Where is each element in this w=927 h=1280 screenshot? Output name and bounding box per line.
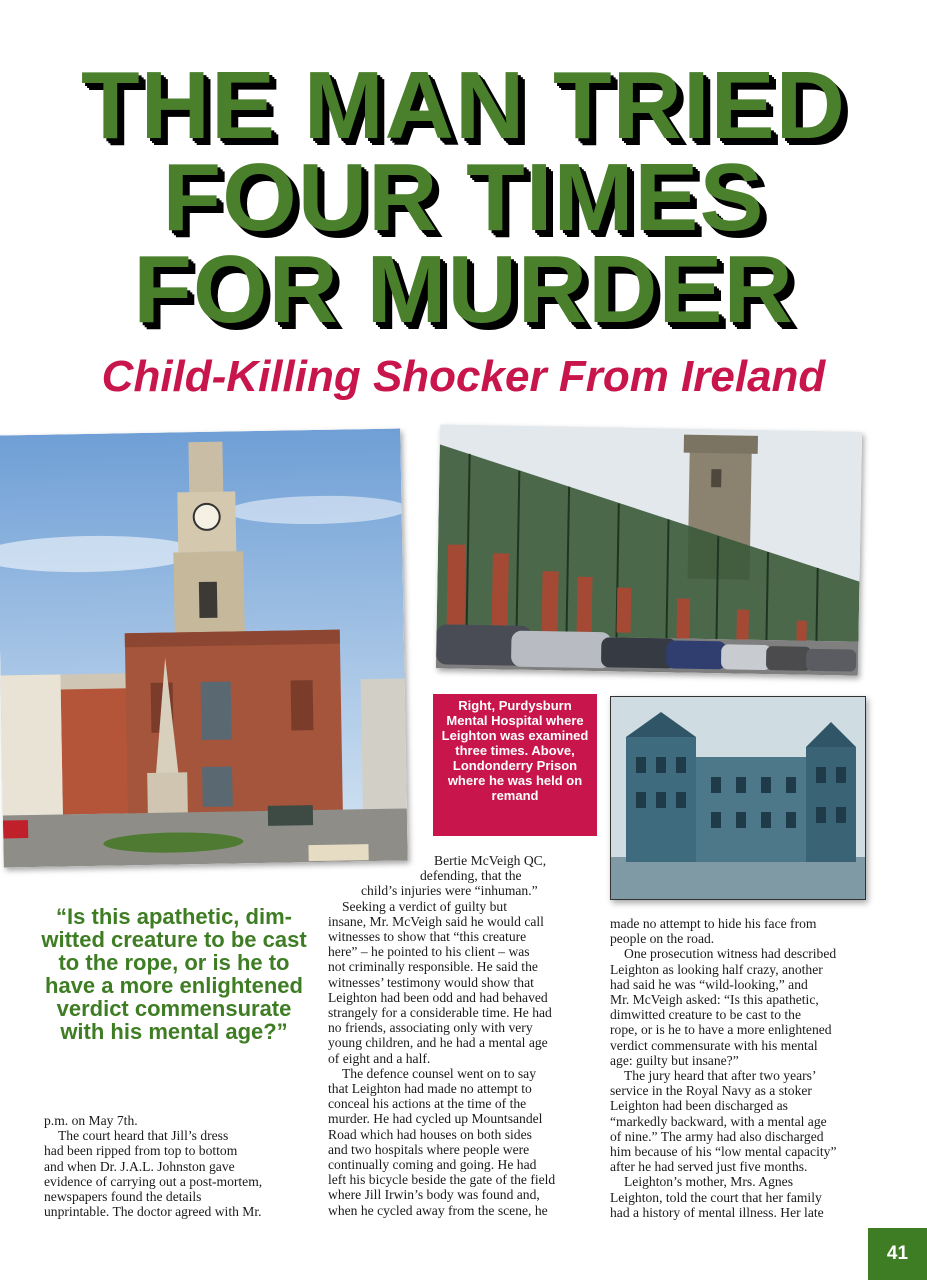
text-line: Mr. McVeigh asked: “Is this apathetic, [610,992,819,1008]
text-line: service in the Royal Navy as a stoker [610,1083,812,1099]
text-line: defending, that the [420,868,522,884]
text-line: witnesses’ testimony would show that [328,974,534,990]
text-line: young children, and he had a mental age [328,1035,548,1051]
text-line: Bertie McVeigh QC, [434,853,547,868]
text-line: newspapers found the details [44,1189,202,1205]
pull-quote: “Is this apathetic, dim-witted creature to be cast to the rope, or is he to have a more enlightened verdict commensurate with his mental age?” [41,904,307,1044]
article-column-3 [610,916,872,1220]
text-line: conceal his actions at the time of the [328,1096,527,1112]
headline-line-1: THE MAN TRIED [81,52,846,159]
headline-line-2: FOUR TIMES [162,144,765,251]
text-line: had a history of mental illness. Her late [610,1204,824,1220]
headline [0,52,927,343]
text-line: where Jill Irwin’s body was found and, [328,1187,540,1203]
subheadline: Child-Killing Shocker From Ireland [101,352,826,401]
headline-line-3: FOR MURDER [133,236,794,343]
page-number: 41 [868,1228,927,1280]
text-line: evidence of carrying out a post-mortem, [44,1173,263,1189]
text-line: and two hospitals where people were [328,1141,530,1157]
text-line: verdict commensurate with his mental [610,1037,818,1053]
text-line: witnesses to show that “this creature [328,929,527,945]
text-line: continually coming and going. He had [328,1157,537,1173]
hospital-photo [610,696,866,900]
text-line: Seeking a verdict of guilty but [342,898,507,914]
text-line: “markedly backward, with a mental age [610,1113,827,1129]
text-line: insane, Mr. McVeigh said he would call [328,913,544,929]
text-line: The jury heard that after two years’ [624,1068,817,1084]
text-line: Road which had houses on both sides [328,1126,532,1142]
text-line: had been ripped from top to bottom [44,1143,238,1159]
text-line: child’s injuries were “inhuman.” [361,883,538,899]
text-line: Leighton had been odd and had behaved [328,989,548,1005]
text-line: people on the road. [610,931,715,947]
text-line: made no attempt to hide his face from [610,916,817,931]
text-line: rope, or is he to have a more enlightened [610,1022,832,1038]
text-line: of nine.” The army had also discharged [610,1128,824,1144]
article-column-2 [328,853,598,1218]
text-line: One prosecution witness had described [624,946,837,962]
text-line: when he cycled away from the scene, he [328,1202,548,1218]
article-column-1 [44,1113,300,1219]
text-line: Leighton had been discharged as [610,1098,788,1114]
text-line: not criminally responsible. He said the [328,959,538,975]
prison-photo [436,424,862,675]
text-line: had said he was “wild-looking,” and [610,976,808,992]
text-line: no friends, associating only with very [328,1020,533,1036]
text-line: him because of his “low mental capacity” [610,1144,837,1160]
text-line: Leighton as looking half crazy, another [610,961,823,977]
text-line: Leighton’s mother, Mrs. Agnes [624,1174,793,1190]
text-line: dimwitted creature to be cast to the [610,1007,801,1023]
text-line: The defence counsel went on to say [342,1065,537,1081]
town-hall-photo [0,429,408,868]
text-line: that Leighton had made no attempt to [328,1081,532,1097]
text-line: Leighton, told the court that her family [610,1189,822,1205]
text-line: The court heard that Jill’s dress [58,1128,229,1144]
text-line: of eight and a half. [328,1050,431,1066]
text-line: age: guilty but insane?” [610,1052,739,1068]
text-line: and when Dr. J.A.L. Johnston gave [44,1158,235,1174]
text-line: after he had served just five months. [610,1159,808,1175]
text-line: strangely for a considerable time. He had [328,1005,552,1021]
text-line: left his bicycle beside the gate of the field [328,1172,556,1188]
text-line: murder. He had cycled up Mountsandel [328,1111,543,1127]
text-line: unprintable. The doctor agreed with Mr. [44,1204,262,1220]
photo-caption: Right, Purdysburn Mental Hospital where Leighton was examined three times. Above, Londonderry Prison where he was held on remand [433,694,597,836]
text-line: here” – he pointed to his client – was [328,944,530,960]
text-line: p.m. on May 7th. [44,1113,138,1128]
